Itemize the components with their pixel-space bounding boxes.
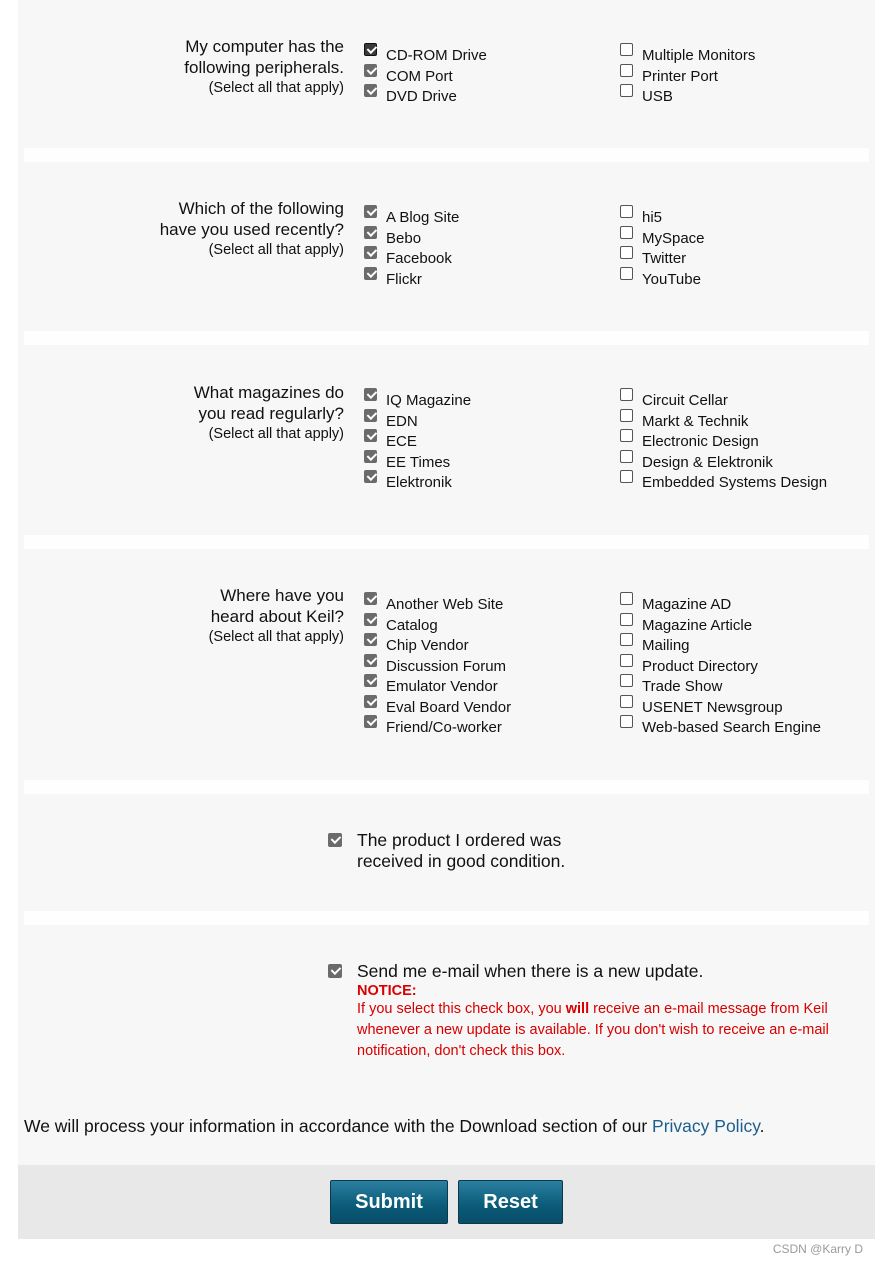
checkbox[interactable] [620,470,633,483]
question-label [160,198,344,261]
checkbox[interactable] [364,633,377,646]
email-notice [357,983,867,1062]
question-line: following peripherals. [184,58,344,77]
checkbox[interactable] [364,592,377,605]
checkbox[interactable] [364,246,377,259]
question-line: you read regularly? [198,404,344,423]
checkbox[interactable] [620,715,633,728]
checkbox[interactable] [364,64,377,77]
checkbox[interactable] [364,267,377,280]
checkbox[interactable] [620,246,633,259]
question-line: Where have you [220,586,344,605]
section-divider [24,535,869,549]
select-hint: (Select all that apply) [208,629,344,645]
checkbox[interactable] [620,429,633,442]
select-hint: (Select all that apply) [208,426,344,442]
section-divider [24,911,869,925]
checkbox[interactable] [620,226,633,239]
checkbox[interactable] [620,43,633,56]
privacy-policy-link[interactable]: Privacy Policy [652,1116,760,1136]
checkbox[interactable] [620,674,633,687]
select-hint: (Select all that apply) [208,242,344,258]
question-line: What magazines do [193,383,344,402]
condition-checkbox[interactable] [328,833,342,847]
email-updates-checkbox[interactable] [328,964,342,978]
select-hint: (Select all that apply) [208,80,344,96]
checkbox[interactable] [620,654,633,667]
checkbox[interactable] [364,429,377,442]
question-line: Which of the following [178,199,344,218]
submit-button[interactable]: Submit [330,1180,448,1224]
question-label [209,585,344,648]
checkbox[interactable] [620,84,633,97]
checkbox[interactable] [364,695,377,708]
checkbox[interactable] [620,592,633,605]
checkbox[interactable] [620,450,633,463]
checkbox[interactable] [620,267,633,280]
watermark-credit: CSDN @Karry D [772,1242,863,1256]
checkbox[interactable] [620,388,633,401]
checkbox[interactable] [364,674,377,687]
checkbox[interactable] [620,205,633,218]
question-line: have you used recently? [159,220,344,239]
checkbox[interactable] [364,205,377,218]
section-divider [24,780,869,794]
checkbox[interactable] [620,64,633,77]
question-line: My computer has the [185,37,344,56]
checkbox[interactable] [364,450,377,463]
checkbox[interactable] [620,613,633,626]
checkbox[interactable] [364,226,377,239]
reset-button[interactable]: Reset [458,1180,563,1224]
question-line: heard about Keil? [210,607,344,626]
checkbox[interactable] [364,388,377,401]
question-label [184,36,344,99]
notice-title: NOTICE: [357,983,417,999]
privacy-statement: We will process your information in accordance with the Download section of our Privacy Policy. [24,1116,765,1136]
question-label [194,382,344,445]
checkbox[interactable] [364,470,377,483]
button-bar [18,1165,875,1239]
checkbox[interactable] [620,695,633,708]
checkbox[interactable] [364,409,377,422]
checkbox[interactable] [364,43,377,56]
email-updates-label: Send me e-mail when there is a new update. [357,961,704,981]
checkbox[interactable] [620,633,633,646]
checkbox[interactable] [364,84,377,97]
checkbox[interactable] [364,715,377,728]
section-divider [24,148,869,162]
condition-label: The product I ordered was received in good condition. [357,830,566,871]
section-divider [24,331,869,345]
checkbox[interactable] [620,409,633,422]
checkbox[interactable] [364,654,377,667]
checkbox[interactable] [364,613,377,626]
notice-text: If you select this check box, you will receive an e-mail message from Keil whenever a new update is available. If you don't wish to receive an e-mail notification, don't check this box. [357,1001,829,1059]
